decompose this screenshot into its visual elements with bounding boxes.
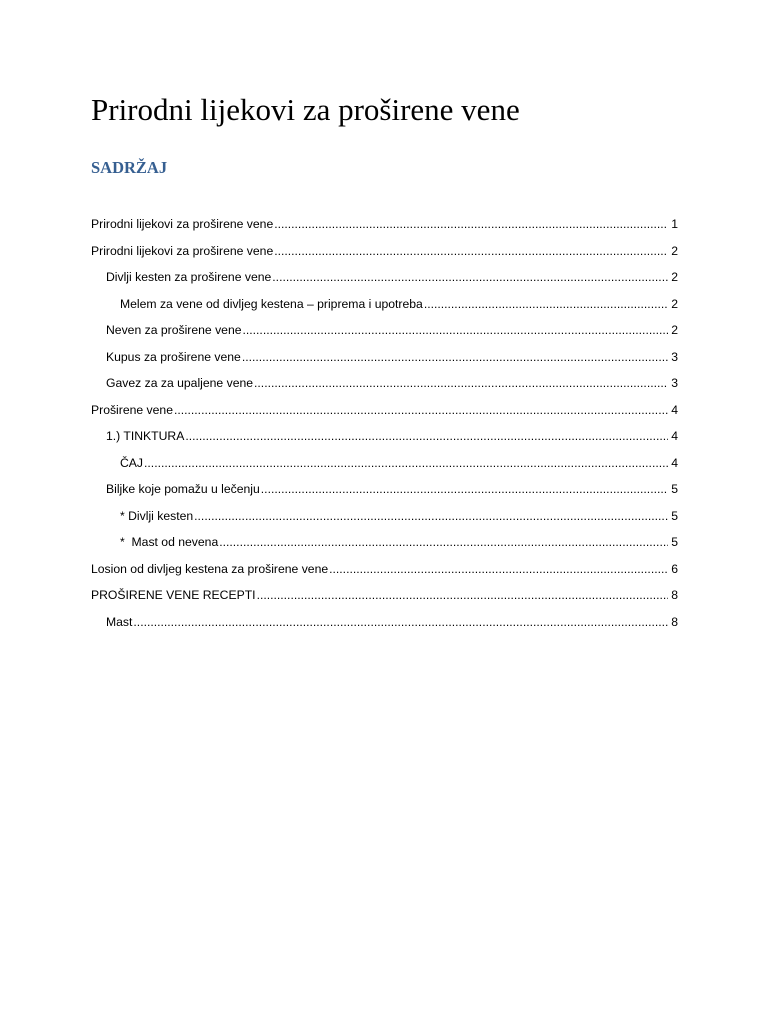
toc-entry[interactable] (91, 397, 678, 424)
toc-entry-text: Proširene vene (91, 402, 173, 417)
toc-dot-leader (242, 344, 668, 371)
toc-dot-leader (272, 264, 668, 291)
toc-entry-page: 3 (671, 376, 678, 390)
toc-entry-text: 1.) TINKTURA (106, 429, 185, 443)
toc-entry-page: 2 (671, 270, 678, 284)
toc-entry[interactable] (91, 556, 678, 583)
toc-dot-leader (274, 238, 668, 265)
toc-entry-page: 8 (671, 588, 678, 602)
toc-dot-leader (274, 211, 668, 238)
toc-entry[interactable] (91, 317, 678, 344)
toc-entry[interactable] (91, 344, 678, 371)
toc-entry[interactable] (91, 529, 678, 556)
toc-entry-text: * Mast od nevena (120, 535, 219, 549)
toc-entry-text: ČAJ (120, 455, 144, 470)
toc-dot-leader (219, 529, 668, 556)
toc-dot-leader (243, 317, 669, 344)
toc-entry-text: Losion od divljeg kestena za proširene vene (91, 561, 329, 576)
toc-entry-page: 5 (671, 508, 678, 523)
toc-entry-text: Melem za vene od divljeg kestena – priprema i upotreba (120, 296, 423, 311)
toc-entry[interactable] (91, 476, 678, 503)
toc-entry[interactable] (91, 503, 678, 530)
toc-entry-text: Biljke koje pomažu u lečenju (106, 482, 260, 496)
toc-dot-leader (133, 609, 668, 636)
toc-entry[interactable] (91, 238, 678, 265)
toc-entry-text: Prirodni lijekovi za proširene vene (91, 217, 274, 231)
toc-entry[interactable] (91, 211, 678, 238)
toc-dot-leader (174, 397, 668, 424)
toc-entry-text: Prirodni lijekovi za proširene vene (91, 243, 274, 258)
toc-entry-page: 2 (671, 243, 678, 258)
table-of-contents (91, 211, 678, 635)
toc-dot-leader (144, 450, 668, 477)
toc-entry[interactable] (91, 370, 678, 397)
toc-dot-leader (424, 291, 668, 318)
toc-entry-text: Mast (106, 614, 133, 629)
toc-entry[interactable] (91, 609, 678, 636)
toc-entry[interactable] (91, 291, 678, 318)
toc-entry-text: Divlji kesten za proširene vene (106, 270, 272, 284)
toc-entry[interactable] (91, 582, 678, 609)
toc-dot-leader (329, 556, 668, 583)
toc-entry-page: 5 (671, 482, 678, 496)
toc-entry-page: 2 (671, 323, 678, 337)
toc-entry-page: 3 (671, 349, 678, 364)
toc-entry-text: Kupus za proširene vene (106, 349, 241, 364)
toc-entry[interactable] (91, 423, 678, 450)
toc-entry-page: 4 (671, 402, 678, 417)
toc-entry-text: PROŠIRENE VENE RECEPTI (91, 588, 256, 602)
toc-entry-page: 4 (671, 429, 678, 443)
toc-entry-page: 1 (671, 217, 678, 231)
document-title: Prirodni lijekovi za proširene vene (91, 92, 520, 127)
toc-entry-page: 5 (671, 535, 678, 549)
toc-dot-leader (185, 423, 668, 450)
toc-dot-leader (194, 503, 668, 530)
toc-entry-text: Gavez za za upaljene vene (106, 376, 254, 390)
toc-dot-leader (254, 370, 668, 397)
toc-dot-leader (261, 476, 668, 503)
toc-entry-text: * Divlji kesten (120, 508, 194, 523)
toc-entry-page: 2 (671, 296, 678, 311)
toc-entry-text: Neven za proširene vene (106, 323, 242, 337)
toc-entry-page: 4 (671, 455, 678, 470)
toc-dot-leader (257, 582, 669, 609)
toc-entry-page: 8 (671, 614, 678, 629)
toc-entry[interactable] (91, 450, 678, 477)
toc-entry-page: 6 (671, 561, 678, 576)
toc-entry[interactable] (91, 264, 678, 291)
toc-heading: SADRŽAJ (91, 158, 168, 177)
